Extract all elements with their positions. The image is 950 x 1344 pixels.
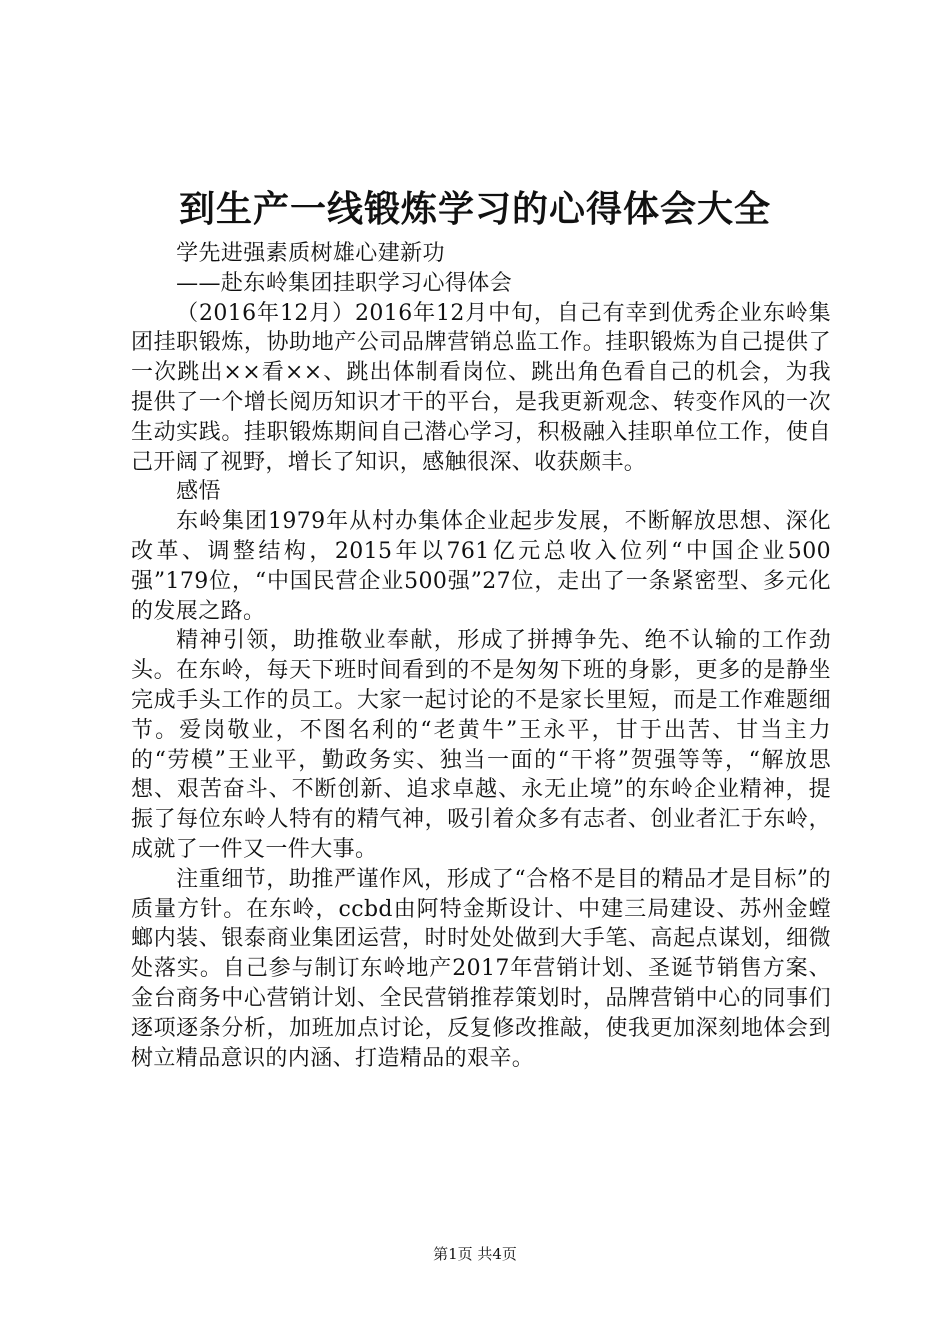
paragraph-spirit: 精神引领，助推敬业奉献，形成了拼搏争先、绝不认输的工作劲头。在东岭，每天下班时间看到的不是匆匆下班的身影，更多的是静坐完成手头工作的员工。大家一起讨论的不是家长里短，而是工作难题细节。爱岗敬业，不图名利的“老黄牛”王永平，甘于出苦、甘当主力的“劳模”王业平，勤政务实、独当一面的“干将”贺强等等，“解放思想、艰苦奋斗、不断创新、追求卓越、永无止境”的东岭企业精神，提振了每位东岭人特有的精气神，吸引着众多有志者、创业者汇于东岭，成就了一件又一件大事。 <box>131 628 831 862</box>
document-body <box>131 239 831 1073</box>
paragraph-details: 注重细节，助推严谨作风，形成了“合格不是目的精品才是目标”的质量方针。在东岭，ccbd由阿特金斯设计、中建三局建设、苏州金螳螂内装、银泰商业集团运营，时时处处做到大手笔、高起点谋划，细微处落实。自己参与制订东岭地产2017年营销计划、圣诞节销售方案、金台商务中心营销计划、全民营销推荐策划时，品牌营销中心的同事们逐项逐条分析，加班加点讨论，反复修改推敲，使我更加深刻地体会到树立精品意识的内涵、打造精品的艰辛。 <box>131 866 831 1071</box>
paragraph-intro: （2016年12月）2016年12月中旬，自己有幸到优秀企业东岭集团挂职锻炼，协助地产公司品牌营销总监工作。挂职锻炼为自己提供了一次跳出××看××、跳出体制看岗位、跳出角色看自己的机会，为我提供了一个增长阅历知识才干的平台，是我更新观念、转变作风的一次生动实践。挂职锻炼期间自己潜心学习，积极融入挂职单位工作，使自己开阔了视野，增长了知识，感触很深、收获颇丰。 <box>131 300 831 475</box>
page-footer: 第1页 共4页 <box>433 1245 517 1263</box>
paragraph-company-history: 东岭集团1979年从村办集体企业起步发展，不断解放思想、深化改革、调整结构，2015年以761亿元总收入位列“中国企业500强”179位，“中国民营企业500强”27位，走出了一条紧密型、多元化的发展之路。 <box>131 509 831 624</box>
document-title: 到生产一线锻炼学习的心得体会大全 <box>178 188 771 230</box>
section-heading-ganwu: 感悟 <box>176 479 221 505</box>
subtitle-line-2: ——赴东岭集团挂职学习心得体会 <box>176 270 513 296</box>
subtitle-line-1: 学先进强素质树雄心建新功 <box>176 241 445 266</box>
